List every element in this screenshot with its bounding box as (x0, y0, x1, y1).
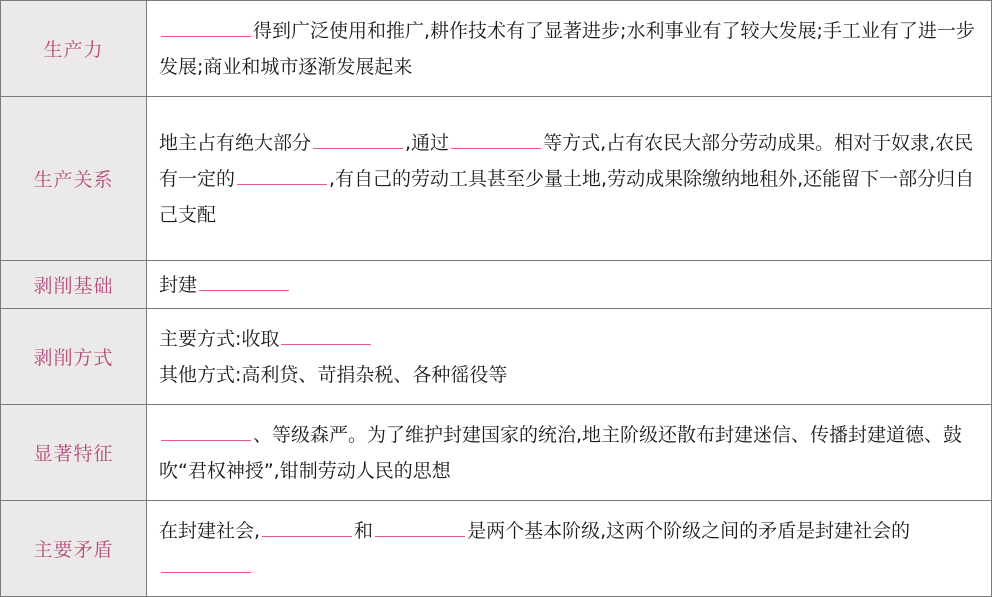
row-content (147, 97, 992, 261)
content-text: ,有自己的劳动工具甚至少量土地,劳动成果除缴纳地租外,还能留下一部分归自己支配 (159, 167, 975, 226)
table-row (1, 1, 992, 97)
row-content (147, 501, 992, 597)
table-row (1, 261, 992, 309)
row-content (147, 309, 992, 405)
fill-in-blank[interactable] (161, 14, 251, 37)
fill-in-blank[interactable] (161, 418, 251, 441)
content-text: 、等级森严。为了维护封建国家的统治,地主阶级还散布封建迷信、传播封建道德、鼓吹“君权神授”,钳制劳动人民的思想 (159, 423, 963, 482)
content-text: 等方式,占有农民大部分劳动成果。相对于奴隶,农民有一定的 (159, 131, 974, 190)
row-label: 生产力 (1, 1, 147, 97)
fill-in-blank[interactable] (451, 126, 541, 149)
content-text: 是两个基本阶级,这两个阶级之间的矛盾是封建社会的 (467, 519, 911, 542)
row-label: 显著特征 (1, 405, 147, 501)
table-row (1, 405, 992, 501)
row-label: 剥削基础 (1, 261, 147, 309)
fill-in-blank[interactable] (313, 126, 403, 149)
content-text: 和 (354, 519, 374, 542)
row-label: 主要矛盾 (1, 501, 147, 597)
table-row (1, 501, 992, 597)
content-text: ,通过 (405, 131, 450, 154)
content-text: 主要方式:收取 (159, 327, 280, 350)
content-text: 封建 (159, 273, 198, 296)
row-content (147, 1, 992, 97)
content-text: 在封建社会, (159, 519, 261, 542)
table-row (1, 97, 992, 261)
fill-in-blank[interactable] (375, 514, 465, 537)
fill-in-blank[interactable] (237, 162, 327, 185)
content-text: 得到广泛使用和推广,耕作技术有了显著进步;水利事业有了较大发展;手工业有了进一步发展;商业和城市逐渐发展起来 (159, 19, 975, 78)
fill-in-blank[interactable] (161, 550, 251, 573)
table-row (1, 309, 992, 405)
table-body (1, 1, 992, 597)
fill-in-blank[interactable] (281, 322, 371, 345)
row-content (147, 405, 992, 501)
fill-in-blank[interactable] (262, 514, 352, 537)
row-label: 生产关系 (1, 97, 147, 261)
row-label: 剥削方式 (1, 309, 147, 405)
content-text: 其他方式:高利贷、苛捐杂税、各种徭役等 (159, 363, 508, 386)
content-text: 地主占有绝大部分 (159, 131, 312, 154)
row-content (147, 261, 992, 309)
fill-in-blank[interactable] (199, 268, 289, 291)
